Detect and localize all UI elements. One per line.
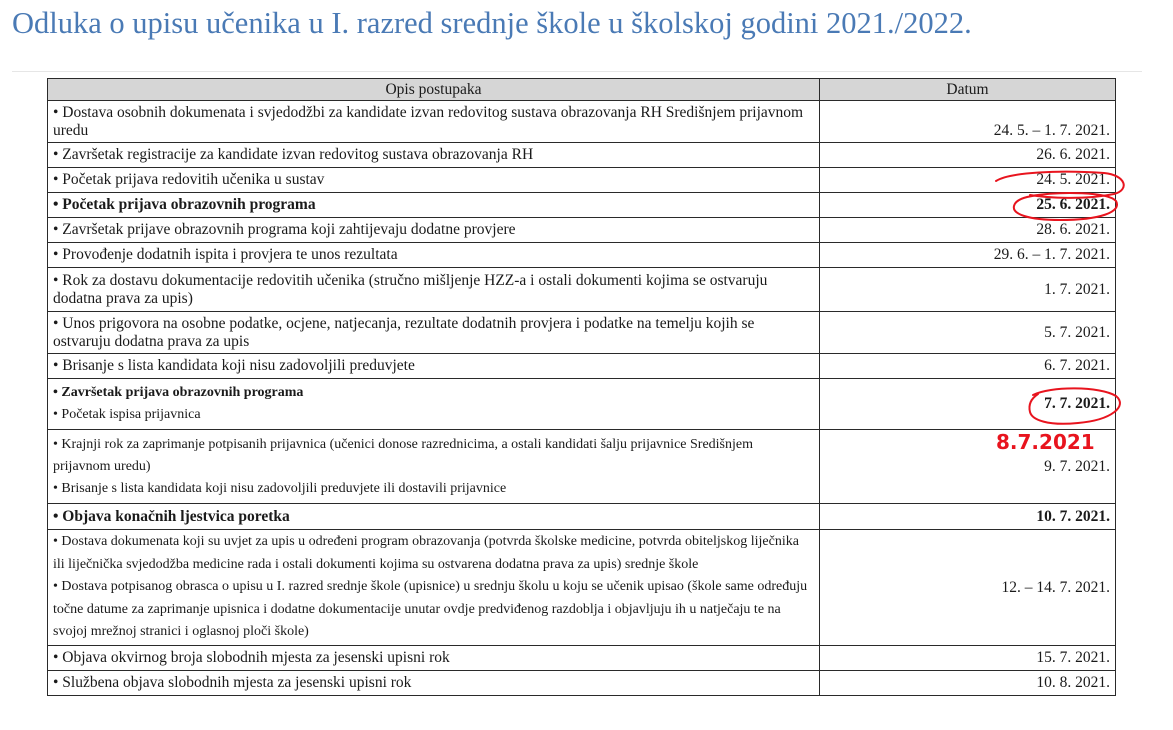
row-line: • Završetak prijava obrazovnih programa: [53, 385, 304, 400]
row-date: 6. 7. 2021.: [820, 354, 1116, 379]
row-date: 12. – 14. 7. 2021.: [820, 530, 1116, 646]
row-date: 25. 6. 2021.: [820, 193, 1116, 218]
row-date: 29. 6. – 1. 7. 2021.: [820, 243, 1116, 268]
table-row: [48, 143, 1116, 168]
page-title: Odluka o upisu učenika u I. razred srednje škole u školskoj godini 2021./2022.: [12, 6, 972, 40]
row-line: • Početak ispisa prijavnica: [53, 407, 201, 422]
row-date: 15. 7. 2021.: [820, 646, 1116, 671]
row-description: • Objava konačnih ljestvica poretka: [48, 504, 820, 530]
row-description: [48, 379, 820, 430]
row-line: • Krajnji rok za zaprimanje potpisanih prijavnica (učenici donose razrednicima, a ostali kandidati šalju prijavnice Središnjem prijavnom uredu): [53, 436, 753, 474]
row-description: • Završetak registracije za kandidate izvan redovitog sustava obrazovanja RH: [48, 143, 820, 168]
table-row: [48, 312, 1116, 354]
table-row: [48, 218, 1116, 243]
table-row: [48, 168, 1116, 193]
row-date: 26. 6. 2021.: [820, 143, 1116, 168]
table-row: [48, 101, 1116, 143]
row-date: 1. 7. 2021.: [820, 268, 1116, 312]
row-date: 10. 7. 2021.: [820, 504, 1116, 530]
row-description: [48, 430, 820, 504]
row-line: • Dostava potpisanog obrasca o upisu u I. razred srednje škole (upisnice) u srednju školu u koju se učenik upisao (škole same određuju točne datume za zaprimanje upisnica i dodatne dokumentacije unutar ovdje predviđenog razdoblja i objavljuju ih u natječaju te na svojoj mrežnoj stranici i oglasnoj ploči škole): [53, 579, 808, 640]
row-date: 24. 5. – 1. 7. 2021.: [820, 101, 1116, 143]
row-description: • Brisanje s lista kandidata koji nisu zadovoljili preduvjete: [48, 354, 820, 379]
handwritten-note: 8.7.2021: [996, 430, 1095, 454]
table-row: [48, 671, 1116, 696]
header-date: Datum: [820, 79, 1116, 101]
row-description: • Rok za dostavu dokumentacije redovitih učenika (stručno mišljenje HZZ-a i ostali dokumenti kojima se ostvaruju dodatna prava za upis): [48, 268, 820, 312]
row-description: • Završetak prijave obrazovnih programa koji zahtijevaju dodatne provjere: [48, 218, 820, 243]
row-description: • Unos prigovora na osobne podatke, ocjene, natjecanja, rezultate dodatnih provjera i podatke na temelju kojih se ostvaruju dodatna prava za upis: [48, 312, 820, 354]
row-date: 10. 8. 2021.: [820, 671, 1116, 696]
row-description: • Početak prijava obrazovnih programa: [48, 193, 820, 218]
table-row: [48, 354, 1116, 379]
table-row: [48, 243, 1116, 268]
table-row: [48, 530, 1116, 646]
row-line: • Brisanje s lista kandidata koji nisu zadovoljili preduvjete ili dostavili prijavnice: [53, 480, 507, 496]
row-date: 9. 7. 2021.: [820, 430, 1116, 504]
row-description: • Dostava osobnih dokumenata i svjedodžbi za kandidate izvan redovitog sustava obrazovanja RH Središnjem prijavnom uredu: [48, 101, 820, 143]
table-row: [48, 504, 1116, 530]
header-description: Opis postupaka: [48, 79, 820, 101]
table-row: [48, 193, 1116, 218]
row-date: 5. 7. 2021.: [820, 312, 1116, 354]
table-row: [48, 379, 1116, 430]
row-line: • Dostava dokumenata koji su uvjet za upis u određeni program obrazovanja (potvrda školske medicine, potvrda obiteljskog liječnika ili liječnička svjedodžba medicine rada i ostali dokumenti kojima su ostvarena dodatna prava za upis) srednje škole: [53, 534, 799, 572]
table-row: [48, 646, 1116, 671]
row-description: • Provođenje dodatnih ispita i provjera te unos rezultata: [48, 243, 820, 268]
table-header-row: [48, 79, 1116, 101]
table-row: [48, 430, 1116, 504]
title-divider: [12, 71, 1142, 72]
row-description: [48, 530, 820, 646]
row-date: 7. 7. 2021.: [820, 379, 1116, 430]
row-date: 28. 6. 2021.: [820, 218, 1116, 243]
row-description: • Objava okvirnog broja slobodnih mjesta za jesenski upisni rok: [48, 646, 820, 671]
row-description: • Početak prijava redovitih učenika u sustav: [48, 168, 820, 193]
enrollment-schedule-table: [47, 78, 1116, 696]
table-row: [48, 268, 1116, 312]
row-date: 24. 5. 2021.: [820, 168, 1116, 193]
row-description: • Službena objava slobodnih mjesta za jesenski upisni rok: [48, 671, 820, 696]
